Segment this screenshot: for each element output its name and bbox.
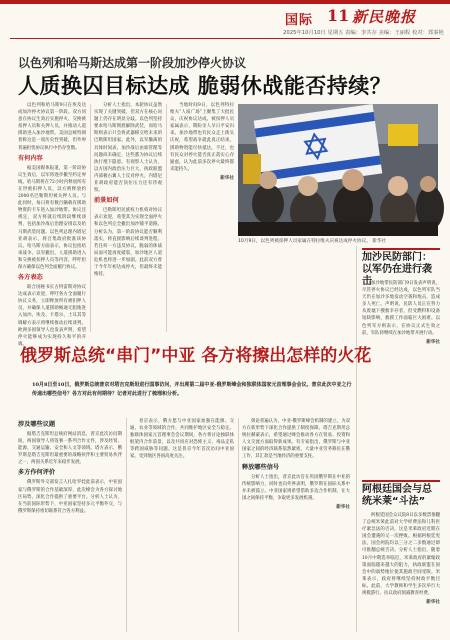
article1-column-3 bbox=[170, 102, 234, 332]
header-meta: 2025年10月10日 星期五 责编：李共存 美编：王丽程 校对：郑秦艳 bbox=[283, 30, 444, 36]
article1-paragraph: 分析人士指出，本轮协议虽然实现了关键突破，但双方在核心问题上仍存在明显分歧。以色列坚持要求哈马斯彻底解除武装，而哈马斯则表示只会将武器移交给未来的巴勒斯坦国家。此外，以军撤离的具体时间表、加沙战后由谁管理等问题尚未确定，这些都为协议后续执行埋下隐患。有观察人士认为，以方国内政治压力巨大，执政联盟内部极右翼人士反对停火，内塔尼亚胡政府能否顶住压力还有待观察。 bbox=[94, 103, 162, 194]
section-title: 国际 bbox=[285, 13, 314, 28]
article2-subhead-3: 释放哪些信号 bbox=[242, 463, 280, 471]
sidebar1-body bbox=[362, 280, 440, 470]
sidebar1-headline: 加沙民防部门：以军仍在进行袭击 bbox=[362, 252, 432, 287]
article1-column-2 bbox=[94, 102, 162, 332]
photo-caption: 10月9日，以色列被扣押人员家属在特拉维夫庆祝达成停火协议。 新华社 bbox=[238, 239, 387, 244]
article2-headline: 俄罗斯总统“串门”中亚 各方将擦出怎样的火花 bbox=[20, 346, 372, 366]
sidebar1-paragraph: 加沙地带民防部门9日发表声明说，尽管停火协议已经达成，以色列军队当天仍在加沙多地发动空袭和炮击，造成多人死亡。声明说，民防人员正在努力从废墟下搜救幸存者，但受燃料和设备短缺影响，救援工作面临巨大困难。以色列军方则表示，在协议正式生效之前，军队将继续在加沙地带开展行动。 bbox=[362, 281, 440, 336]
sidebar2-headline: 阿根廷国会与总统米莱“斗法” bbox=[362, 484, 432, 507]
article1-headline: 人质换囚目标达成 脆弱休战能否持续？ bbox=[18, 74, 392, 98]
article1-kicker: 以色列和哈马斯达成第一阶段加沙停火协议 bbox=[18, 56, 247, 70]
column-divider bbox=[356, 246, 357, 632]
page-number: 11 bbox=[327, 6, 350, 25]
article1-paragraph: 据美国媒体报道，第一阶段协议生效后，以军将逐步撤至约定界线，哈马斯将在72小时内释放所有在世被扣押人员，以方则释放约2000名巴勒斯坦被关押人员。与此同时，每日将有数百辆载有援助物资的卡车进入加沙地带。协议还规定，双方将就后续阶段继续谈判，包括加沙战后治理安排以及哈马斯武装问题。以色列总理内塔尼亚胡表示，将召集政府批准该协议。哈马斯方面表示，协议包括结束战争、以军撤出、人道援助进入和交换被扣押人员等内容，呼吁担保方确保以色列全面履行协议。 bbox=[18, 165, 86, 270]
sidebar2-author: 新华社 bbox=[426, 600, 440, 606]
article1-subhead-1: 有何内容 bbox=[18, 154, 43, 162]
article2-paragraph: 俄罗斯外交部发言人扎哈罗娃此前表示，中亚国家与俄罗斯的合作基础深厚，此次峰会为各方探讨地区局势、深化合作提供了重要平台。分析人士认为，在当前国际形势下，中亚国家坚持多元平衡外交，与俄罗斯保持密切联系符合各方利益。 bbox=[18, 480, 122, 514]
header-accent-bar bbox=[0, 0, 450, 4]
column-divider bbox=[90, 104, 91, 332]
article1-author: 新华社 bbox=[220, 175, 234, 181]
sidebar2-accent-rule bbox=[362, 480, 440, 482]
article1-subhead-3: 前景如何 bbox=[94, 197, 119, 205]
article2-column-3 bbox=[242, 418, 350, 632]
header-divider bbox=[10, 38, 440, 39]
article2-paragraph: 普京表示，俄方愿与中亚国家加强在能源、交通、农业等领域的合作，共同维护地区安全与稳定。独联体国家元首理事会会议期间，各方将讨论独联体框架内合作前景，以及共同应对恐怖主义、毒品走私等跨国威胁等问题。这是普京今年首次访问中亚国家，受到地区各国高度关注。 bbox=[130, 419, 234, 460]
article2-paragraph: 分析人士指出，普京此访旨在巩固俄罗斯在中亚的传统影响力，同时也向外界表明，俄罗斯在国际关系中并未被孤立。中亚国家则希望借助多边合作机制，在大国之间保持平衡，争取更多发展机遇。 bbox=[242, 474, 350, 501]
article2-column-2 bbox=[130, 418, 234, 632]
article2-paragraph: 据塔吉克斯坦总统府网站消息，普京此次访问期间，两国领导人将签署一系列合作文件，涉及经贸、能源、交通运输、安全和人文等领域。塔方表示，俄罗斯是塔吉克斯坦最重要的战略伙伴和主要贸易伙伴之一，两国关系近年来稳步发展。 bbox=[18, 432, 122, 466]
sidebar2-paragraph: 阿根廷国会众议院8日以多数票推翻了总统米莱此前对大学经费法和儿科医疗紧急法的否决。这是米莱政府近期在国会遭遇的又一次挫败。根据阿根廷宪法，国会两院均以三分之二多数通过即可推翻总统否决。分析人士指出，随着10月中期选举临近，米莱政府的紧缩政策面临越来越大的阻力，执政联盟在国会中的弱势地位使其施政空间受限。米莱表示，政府将继续坚持财政平衡目标。此前，大学教师和学生多次举行大规模游行，抗议政府削减教育经费。 bbox=[362, 513, 440, 597]
column-divider bbox=[166, 104, 167, 332]
sidebar2-body bbox=[362, 512, 440, 632]
article1-lead: 以色列和哈马斯9日在埃及达成加沙停火协议第一阶段。双方同意在协议生效后实施停火、交换被扣押人员和关押人员，并推动人道援助进入加沙地带。美国总统特朗普称这是一项历史性突破，但外界普遍担忧协议执行中仍存变数。 bbox=[18, 103, 86, 151]
article2-subhead-2: 多方作何评价 bbox=[18, 469, 56, 477]
sidebar1-author: 新华社 bbox=[426, 339, 440, 345]
article2-subhead-1: 涉及哪些议题 bbox=[18, 421, 56, 428]
news-photo bbox=[238, 104, 438, 236]
column-divider bbox=[126, 418, 127, 632]
article2-paragraph: 舆论普遍认为，中亚-俄罗斯峰会机制的建立，为双方在新形势下深化合作提供了制度保障。塔吉克斯坦总统拉赫蒙表示，希望通过峰会推动各方在贸易、投资和人文交流方面取得新成果。有专家指出，俄罗斯与中亚国家之间的经济联系依然紧密，大量中亚劳务移民在俄工作，其汇款是当地经济的重要支柱。 bbox=[242, 419, 350, 460]
article1-paragraph: 巴勒斯坦民族权力机构对协议表示欢迎，希望其为实现全面停火和以色列完全撤出加沙铺平道路。分析认为，第一阶段协议能否顺利落实，将直接影响后续谈判进程。若任何一方违反协议，脆弱的休战局面可能再度破裂，加沙地区人道危机也将进一步加剧。此前双方曾于今年年初达成停火，但最终未能维持。 bbox=[94, 208, 162, 278]
sidebar1-accent-rule bbox=[362, 248, 440, 250]
article1-paragraph: 联合国秘书长古特雷斯对协议达成表示欢迎，呼吁各方全面履行协议义务，立即释放所有被扣押人员，并确保人道援助畅通无阻地进入加沙。埃及、卡塔尔、土耳其等调解方表示将继续推动后续谈判。欧洲多国领导人也发表声明，希望停火能够成为实现持久和平的开端。 bbox=[18, 285, 86, 347]
article1-subhead-2: 各方表态 bbox=[18, 274, 43, 282]
article2-column-1 bbox=[18, 418, 122, 632]
article2-lead: 10月8日至10日，俄罗斯总统普京对塔吉克斯坦进行国事访问，并出席第二届中亚-俄罗斯峰会和独联体国家元首理事会会议。普京此次中亚之行传递出哪些信号？各方对此有何期待？记者对此进行了梳理和分析。 bbox=[32, 382, 352, 397]
article2-author: 新华社 bbox=[336, 504, 350, 510]
article1-paragraph: 当地时间9日，以色列特拉维夫“人质广场”上聚集了大批民众，庆祝协议达成。被扣押人员家属表示，期盼亲人早日平安归来。加沙地带也有民众走上街头庆祝，希望战争就此真正结束，援助物资能尽快抵达。不过，也有民众对停火能否真正落实心存疑虑，认为此前多次停火最终都未能持久。 bbox=[170, 103, 234, 172]
newspaper-logo: 新民晚报 bbox=[352, 8, 417, 26]
column-divider bbox=[238, 418, 239, 632]
crowd-photo-illustration bbox=[238, 104, 438, 236]
article1-column-1 bbox=[18, 102, 86, 347]
